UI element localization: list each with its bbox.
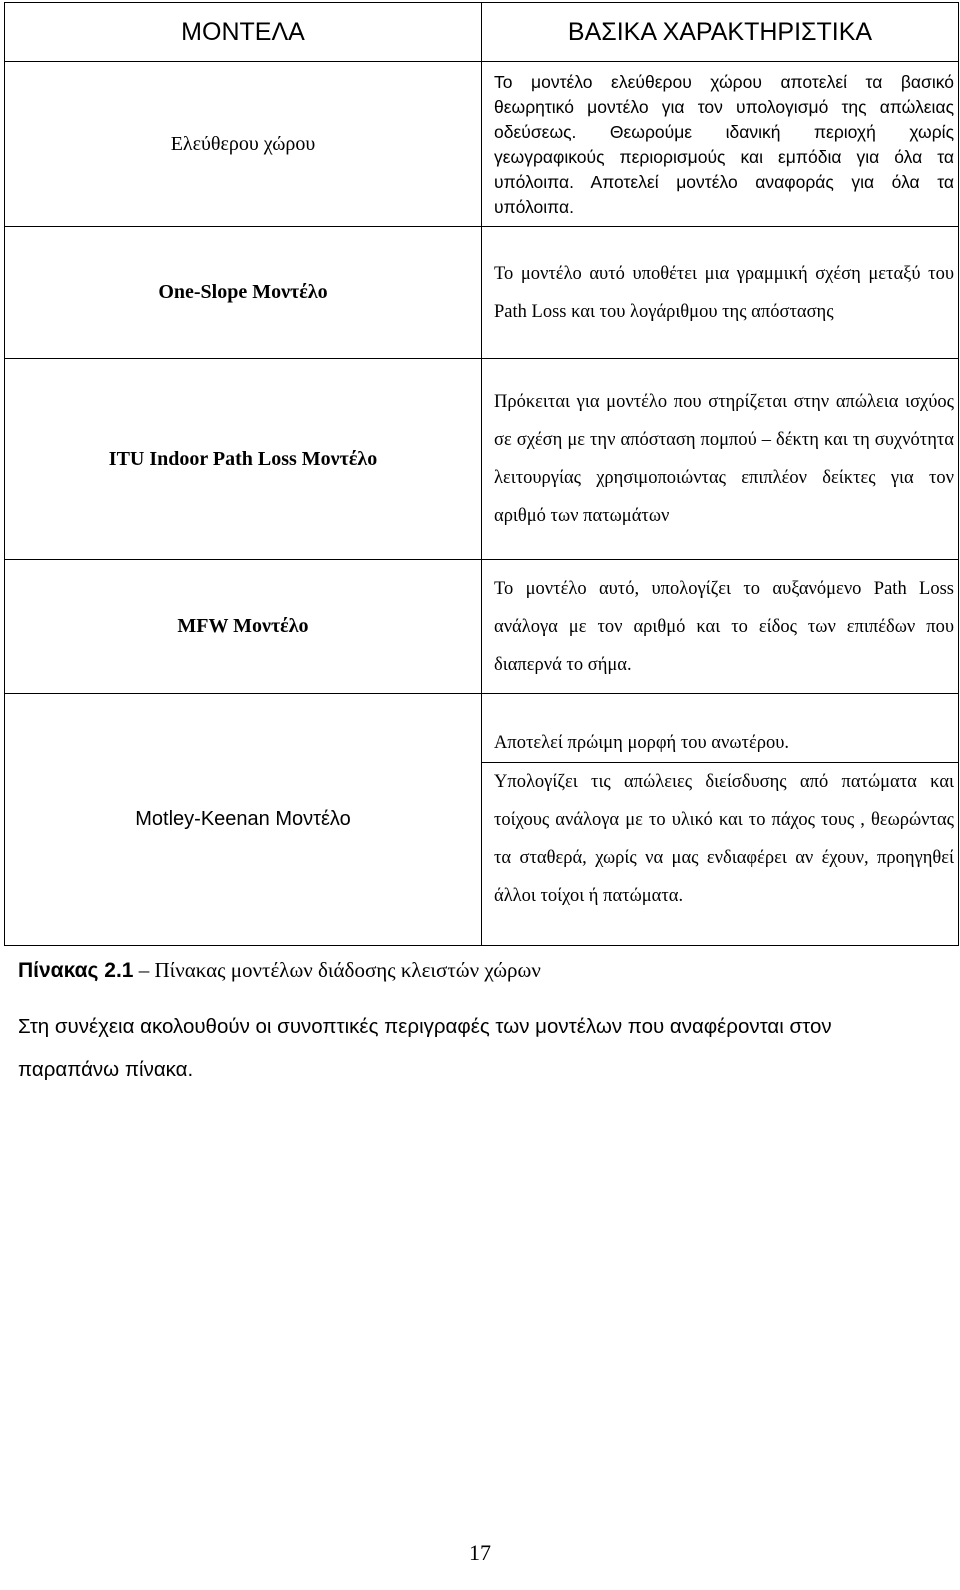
- table-row: [5, 62, 959, 227]
- model-description-mfw: Το μοντέλο αυτό, υπολογίζει το αυξανόμενο Path Loss ανάλογα με τον αριθμό και το είδος των επιπέδων που διαπερνά το σήμα.: [482, 560, 959, 694]
- model-description-free-space: Το μοντέλο ελεύθερου χώρου αποτελεί τα βασικό θεωρητικό μοντέλο για τον υπολογισμό της απώλειας οδεύσεως. Θεωρούμε ιδανική περιοχή χωρίς γεωγραφικούς περιορισμούς και εμπόδια για όλα τα υπόλοιπα. Αποτελεί μοντέλο αναφοράς για όλα τα υπόλοιπα.: [482, 62, 959, 227]
- table-row: [5, 359, 959, 560]
- table-caption: [18, 958, 541, 983]
- body-paragraph: Στη συνέχεια ακολουθούν οι συνοπτικές περιγραφές των μοντέλων που αναφέρονται στον παραπάνω πίνακα.: [18, 1015, 832, 1081]
- table-row: [5, 560, 959, 694]
- model-description-motley-keenan: [482, 694, 959, 946]
- model-name-one-slope: One-Slope Μοντέλο: [5, 227, 482, 359]
- model-description-one-slope: Το μοντέλο αυτό υποθέτει μια γραμμική σχέση μεταξύ του Path Loss και του λογάριθμου της απόστασης: [482, 227, 959, 359]
- table-caption-label: Πίνακας 2.1: [18, 959, 134, 982]
- table-caption-text: – Πίνακας μοντέλων διάδοσης κλειστών χώρων: [133, 958, 541, 982]
- header-features: ΒΑΣΙΚΑ ΧΑΡΑΚΤΗΡΙΣΤΙΚΑ: [482, 3, 959, 62]
- models-table: [4, 2, 959, 946]
- model-description-motley-keenan-text: Υπολογίζει τις απώλειες διείσδυσης από πατώματα και τοίχους ανάλογα με το υλικό και το πάχος τους , θεωρώντας τα σταθερά, χωρίς να μας ενδιαφέρει αν έχουν, προηγηθεί άλλοι τοίχοι ή πατώματα.: [494, 772, 954, 906]
- model-name-itu-indoor: ITU Indoor Path Loss Μοντέλο: [5, 359, 482, 560]
- header-models: ΜΟΝΤΕΛΑ: [5, 3, 482, 62]
- model-description-motley-keenan-line1: Αποτελεί πρώιμη μορφή του ανωτέρου.: [482, 724, 958, 763]
- page-number: 17: [469, 1540, 491, 1565]
- model-description-itu-indoor: Πρόκειται για μοντέλο που στηρίζεται στην απώλεια ισχύος σε σχέση με την απόσταση πομπού – δέκτη και τη συχνότητα λειτουργίας χρησιμοποιώντας επιπλέον δείκτες για τον αριθμό των πατωμάτων: [482, 359, 959, 560]
- table-row: [5, 227, 959, 359]
- model-name-mfw: MFW Μοντέλο: [5, 560, 482, 694]
- model-name-motley-keenan: Motley-Keenan Μοντέλο: [5, 694, 482, 946]
- table-header-row: [5, 3, 959, 62]
- model-name-free-space: Ελεύθερου χώρου: [5, 62, 482, 227]
- table-row: [5, 694, 959, 946]
